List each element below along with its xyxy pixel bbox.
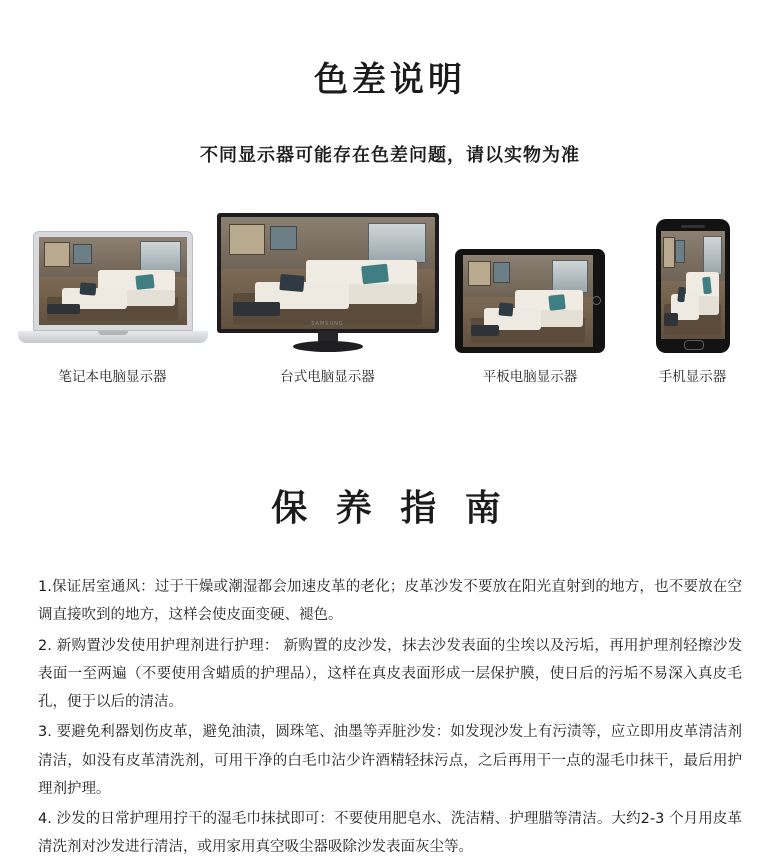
laptop-icon bbox=[18, 231, 208, 353]
phone-illustration bbox=[656, 213, 730, 353]
sofa-photo bbox=[463, 255, 593, 347]
sofa-photo bbox=[39, 237, 187, 325]
phone-frame bbox=[656, 219, 730, 353]
tablet-illustration bbox=[455, 213, 605, 353]
tablet-frame bbox=[455, 249, 605, 353]
care-guide-title: 保 养 指 南 bbox=[271, 488, 509, 529]
desktop-illustration bbox=[217, 213, 439, 353]
laptop-notch bbox=[98, 331, 128, 335]
monitor-frame bbox=[217, 213, 439, 333]
sofa-photo bbox=[221, 217, 435, 329]
page-title: 色差说明 bbox=[314, 60, 466, 100]
care-guide-body bbox=[38, 573, 742, 862]
monitor-brand-label: SAMSUNG bbox=[311, 321, 344, 327]
laptop-illustration bbox=[18, 213, 208, 353]
device-caption-desktop: 台式电脑显示器 bbox=[280, 369, 375, 385]
care-guide-item: 3. 要避免利器划伤皮革，避免油渍，圆珠笔、油墨等弄脏沙发：如发现沙发上有污渍等，应立即用皮革清洁剂清洁，如没有皮革清洗剂，可用干净的白毛巾沾少许酒精轻抹污点，之后再用干一点的湿毛巾抹干，最后用护理剂护理。 bbox=[38, 724, 742, 797]
tablet-icon bbox=[455, 249, 605, 353]
device-item-tablet bbox=[443, 213, 618, 385]
device-caption-laptop: 笔记本电脑显示器 bbox=[58, 369, 167, 385]
laptop-lid bbox=[33, 231, 193, 331]
care-guide-item: 4. 沙发的日常护理用拧干的湿毛巾抹拭即可：不要使用肥皂水、洗洁精、护理腊等清洁。大约2-3 个月用皮革清洗剂对沙发进行清洁，或用家用真空吸尘器吸除沙发表面灰尘等。 bbox=[38, 811, 742, 856]
monitor-base bbox=[293, 341, 363, 352]
device-item-laptop bbox=[13, 213, 213, 385]
device-item-desktop bbox=[213, 213, 443, 385]
device-caption-tablet: 平板电脑显示器 bbox=[482, 369, 578, 385]
tablet-home-button bbox=[592, 296, 601, 305]
desktop-monitor-icon bbox=[217, 213, 439, 353]
device-item-phone bbox=[618, 213, 768, 385]
device-caption-phone: 手机显示器 bbox=[658, 369, 727, 385]
sofa-photo bbox=[661, 231, 725, 339]
care-guide-item: 2. 新购置沙发使用护理剂进行护理： 新购置的皮沙发，抹去沙发表面的尘埃以及污垢，再用护理剂轻擦沙发表面一至两遍（不要使用含蜡质的护理品），这样在真皮表面形成一层保护膜，使日后的污垢不易深入真皮毛孔，便于以后的清洁。 bbox=[38, 637, 742, 711]
color-notice-subtitle: 不同显示器可能存在色差问题，请以实物为准 bbox=[200, 145, 580, 166]
phone-icon bbox=[656, 219, 730, 353]
phone-speaker bbox=[681, 225, 705, 228]
phone-home-button bbox=[684, 340, 704, 350]
device-gallery bbox=[0, 213, 780, 385]
care-guide-item: 1.保证居室通风：过于干燥或潮湿都会加速皮革的老化；皮革沙发不要放在阳光直射到的地方，也不要放在空调直接吹到的地方，这样会使皮面变硬、褪色。 bbox=[38, 579, 742, 624]
